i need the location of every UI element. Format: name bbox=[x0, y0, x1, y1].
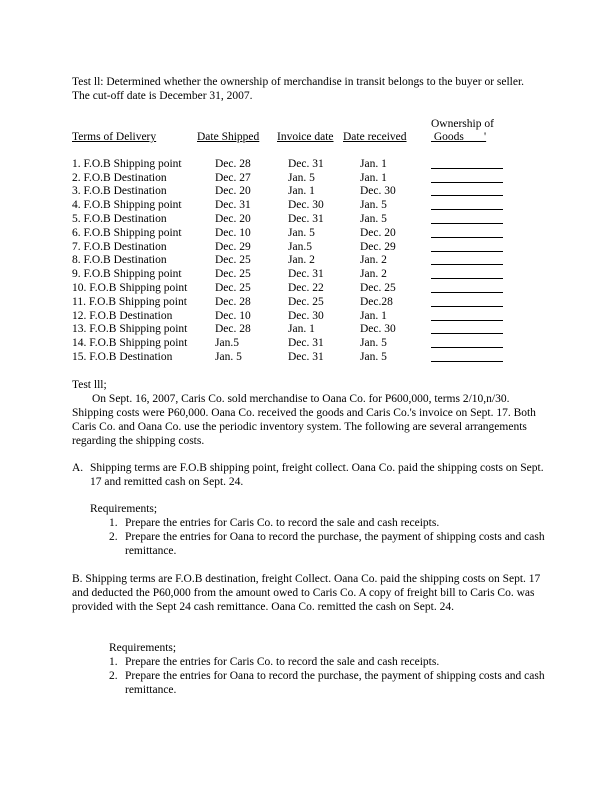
cell-received: Dec. 29 bbox=[360, 241, 396, 253]
case-a-requirements-label: Requirements; bbox=[90, 503, 158, 515]
answer-blank[interactable] bbox=[431, 251, 503, 252]
cell-shipped: Dec. 25 bbox=[215, 282, 251, 294]
cell-received: Dec. 20 bbox=[360, 227, 396, 239]
cell-terms: 4. F.O.B Shipping point bbox=[72, 199, 182, 211]
cell-invoice: Dec. 31 bbox=[288, 213, 324, 225]
answer-blank[interactable] bbox=[431, 320, 503, 321]
cell-terms: 5. F.O.B Destination bbox=[72, 213, 167, 225]
header-date-shipped: Date Shipped bbox=[197, 131, 260, 143]
cell-received: Dec. 30 bbox=[360, 323, 396, 335]
case-a-requirements-list bbox=[109, 516, 549, 558]
cell-received: Dec. 30 bbox=[360, 185, 396, 197]
table-row bbox=[0, 267, 612, 281]
table-row bbox=[0, 157, 612, 171]
cell-terms: 15. F.O.B Destination bbox=[72, 351, 173, 363]
answer-blank[interactable] bbox=[431, 168, 503, 169]
cell-terms: 6. F.O.B Shipping point bbox=[72, 227, 182, 239]
list-item-number: 2. bbox=[109, 531, 118, 543]
cell-terms: 2. F.O.B Destination bbox=[72, 172, 167, 184]
answer-blank[interactable] bbox=[431, 182, 503, 183]
cell-terms: 12. F.O.B Destination bbox=[72, 310, 173, 322]
cell-received: Jan. 1 bbox=[360, 172, 387, 184]
cell-received: Dec.28 bbox=[360, 296, 393, 308]
answer-blank[interactable] bbox=[431, 237, 503, 238]
table-row bbox=[0, 212, 612, 226]
list-item bbox=[109, 669, 549, 697]
cell-received: Jan. 2 bbox=[360, 254, 387, 266]
cell-shipped: Dec. 28 bbox=[215, 158, 251, 170]
case-b-text: B. Shipping terms are F.O.B destination, freight Collect. Oana Co. paid the shipping costs on Sept. 17 and deducted the P60,000 from the amount owed to Caris Co. A copy of freight bill to Caris Co. was provided with the Sept 24 cash remittance. Oana Co. remitted the cash on Sept. 24. bbox=[72, 573, 541, 613]
cell-invoice: Jan. 1 bbox=[288, 185, 315, 197]
cell-received: Dec. 25 bbox=[360, 282, 396, 294]
table-row bbox=[0, 322, 612, 336]
case-a-text: Shipping terms are F.O.B shipping point, freight collect. Oana Co. paid the shipping costs on Sept. 17 and remitted cash on Sept. 24. bbox=[90, 462, 544, 488]
cell-invoice: Jan. 2 bbox=[288, 254, 315, 266]
cell-shipped: Dec. 28 bbox=[215, 323, 251, 335]
answer-blank[interactable] bbox=[431, 264, 503, 265]
case-b-requirements-list bbox=[109, 655, 549, 697]
cell-terms: 7. F.O.B Destination bbox=[72, 241, 167, 253]
cell-received: Jan. 1 bbox=[360, 158, 387, 170]
list-item-number: 1. bbox=[109, 656, 118, 668]
answer-blank[interactable] bbox=[431, 361, 503, 362]
cell-shipped: Dec. 25 bbox=[215, 268, 251, 280]
cell-shipped: Dec. 10 bbox=[215, 227, 251, 239]
answer-blank[interactable] bbox=[431, 223, 503, 224]
table-row bbox=[0, 184, 612, 198]
cell-received: Jan. 5 bbox=[360, 213, 387, 225]
cell-terms: 14. F.O.B Shipping point bbox=[72, 337, 188, 349]
cell-invoice: Dec. 31 bbox=[288, 351, 324, 363]
cell-terms: 10. F.O.B Shipping point bbox=[72, 282, 188, 294]
cell-invoice: Jan.5 bbox=[288, 241, 312, 253]
header-terms: Terms of Delivery bbox=[72, 131, 157, 143]
cell-invoice: Jan. 5 bbox=[288, 172, 315, 184]
cell-received: Jan. 1 bbox=[360, 310, 387, 322]
cell-received: Jan. 5 bbox=[360, 337, 387, 349]
cell-invoice: Dec. 25 bbox=[288, 296, 324, 308]
list-item-number: 2. bbox=[109, 670, 118, 682]
answer-blank[interactable] bbox=[431, 195, 503, 196]
answer-blank[interactable] bbox=[431, 278, 503, 279]
table-row bbox=[0, 295, 612, 309]
cell-received: Jan. 2 bbox=[360, 268, 387, 280]
header-invoice-date: Invoice date bbox=[277, 131, 334, 143]
cell-shipped: Dec. 25 bbox=[215, 254, 251, 266]
cell-invoice: Dec. 22 bbox=[288, 282, 324, 294]
cell-invoice: Dec. 30 bbox=[288, 310, 324, 322]
answer-blank[interactable] bbox=[431, 209, 503, 210]
list-item bbox=[109, 516, 549, 530]
cell-invoice: Dec. 31 bbox=[288, 158, 324, 170]
header-ownership-line2: Goods ' bbox=[431, 131, 487, 143]
cell-terms: 3. F.O.B Destination bbox=[72, 185, 167, 197]
list-item-number: 1. bbox=[109, 517, 118, 529]
cell-terms: 11. F.O.B Shipping point bbox=[72, 296, 187, 308]
cell-invoice: Jan. 5 bbox=[288, 227, 315, 239]
table-row bbox=[0, 253, 612, 267]
table-row bbox=[0, 281, 612, 295]
list-item-text: Prepare the entries for Oana to record the purchase, the payment of shipping costs and cash remittance. bbox=[125, 531, 545, 557]
table-row bbox=[0, 350, 612, 364]
cell-shipped: Dec. 29 bbox=[215, 241, 251, 253]
cell-shipped: Dec. 28 bbox=[215, 296, 251, 308]
table-row bbox=[0, 171, 612, 185]
cell-shipped: Dec. 27 bbox=[215, 172, 251, 184]
cell-received: Jan. 5 bbox=[360, 351, 387, 363]
table-row bbox=[0, 309, 612, 323]
header-date-received: Date received bbox=[343, 131, 407, 143]
test2-intro: Test ll: Determined whether the ownership of merchandise in transit belongs to the buyer or seller. The cut-off date is December 31, 2007. bbox=[72, 76, 525, 102]
answer-blank[interactable] bbox=[431, 347, 503, 348]
answer-blank[interactable] bbox=[431, 306, 503, 307]
cell-terms: 8. F.O.B Destination bbox=[72, 254, 167, 266]
cell-terms: 9. F.O.B Shipping point bbox=[72, 268, 182, 280]
cell-shipped: Jan. 5 bbox=[215, 351, 242, 363]
cell-shipped: Dec. 20 bbox=[215, 213, 251, 225]
list-item-text: Prepare the entries for Caris Co. to record the sale and cash receipts. bbox=[125, 656, 440, 668]
cell-shipped: Jan.5 bbox=[215, 337, 239, 349]
cell-invoice: Jan. 1 bbox=[288, 323, 315, 335]
table-row bbox=[0, 240, 612, 254]
list-item bbox=[109, 655, 549, 669]
test3-heading: Test lll; bbox=[72, 379, 107, 391]
list-item-text: Prepare the entries for Oana to record the purchase, the payment of shipping costs and cash remittance. bbox=[125, 670, 545, 696]
cell-shipped: Dec. 31 bbox=[215, 199, 251, 211]
list-item bbox=[109, 530, 549, 558]
cell-invoice: Dec. 31 bbox=[288, 268, 324, 280]
header-ownership-line1: Ownership of bbox=[431, 118, 494, 130]
test3-paragraph: On Sept. 16, 2007, Caris Co. sold merchandise to Oana Co. for P600,000, terms 2/10,n/30. Shipping costs were P60,000. Oana Co. received the goods and Caris Co.'s invoice on Sept. 17. Both Caris Co. and Oana Co. use the periodic inventory system. The following are several arrangements regarding the shipping costs. bbox=[72, 393, 536, 447]
cell-shipped: Dec. 10 bbox=[215, 310, 251, 322]
table-row bbox=[0, 198, 612, 212]
cell-shipped: Dec. 20 bbox=[215, 185, 251, 197]
cell-terms: 1. F.O.B Shipping point bbox=[72, 158, 182, 170]
table-row bbox=[0, 226, 612, 240]
case-b-requirements-label: Requirements; bbox=[109, 642, 177, 654]
cell-invoice: Dec. 31 bbox=[288, 337, 324, 349]
answer-blank[interactable] bbox=[431, 333, 503, 334]
cell-received: Jan. 5 bbox=[360, 199, 387, 211]
table-row bbox=[0, 336, 612, 350]
answer-blank[interactable] bbox=[431, 292, 503, 293]
case-a-label: A. bbox=[72, 462, 84, 474]
list-item-text: Prepare the entries for Caris Co. to record the sale and cash receipts. bbox=[125, 517, 440, 529]
cell-terms: 13. F.O.B Shipping point bbox=[72, 323, 188, 335]
cell-invoice: Dec. 30 bbox=[288, 199, 324, 211]
